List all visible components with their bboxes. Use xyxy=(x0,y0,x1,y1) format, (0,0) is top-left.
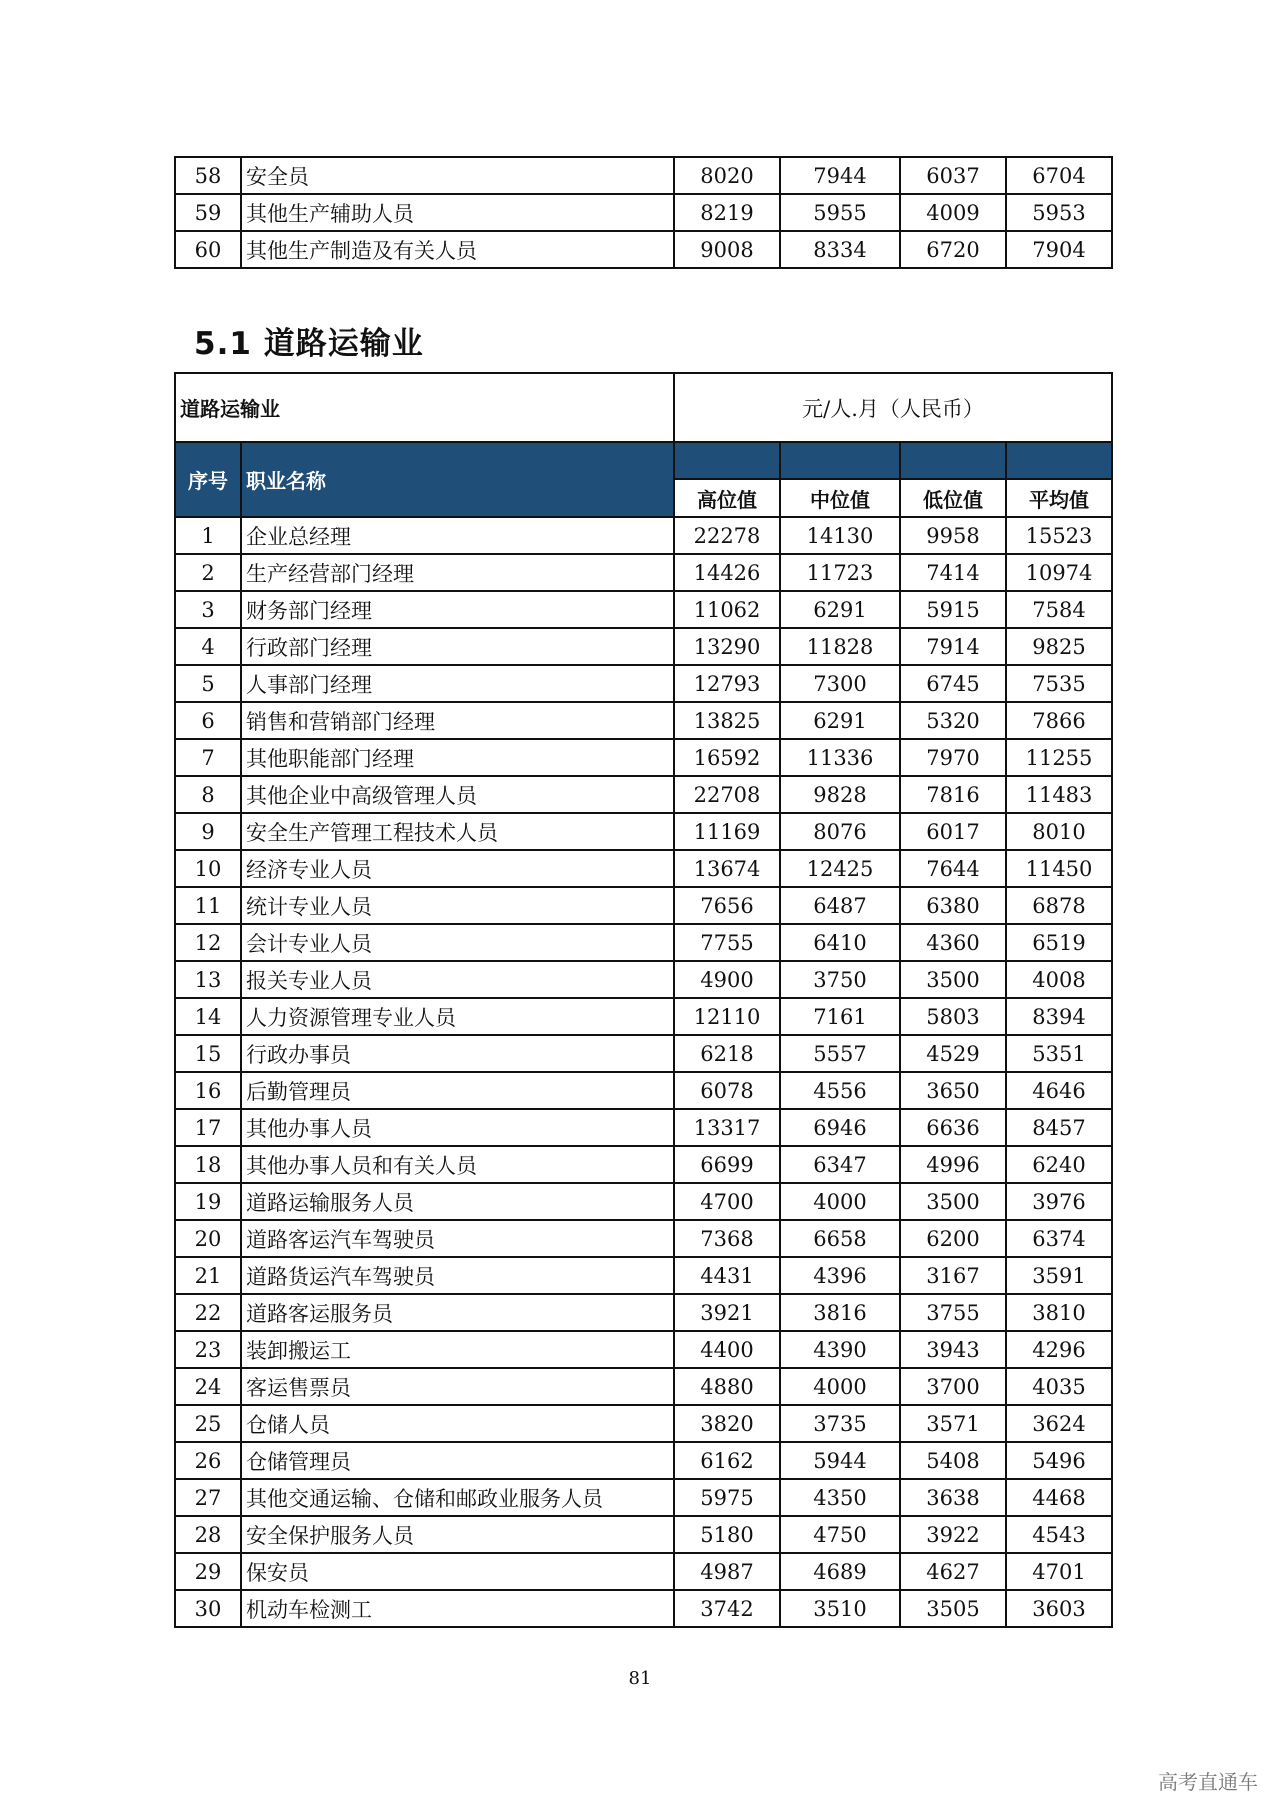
median-value: 3735 xyxy=(780,1405,900,1442)
occupation-name: 财务部门经理 xyxy=(241,591,674,628)
median-value: 5557 xyxy=(780,1035,900,1072)
column-header-median: 中位值 xyxy=(780,479,900,517)
occupation-name: 统计专业人员 xyxy=(241,887,674,924)
average-value: 8394 xyxy=(1006,998,1112,1035)
column-header-name: 职业名称 xyxy=(241,442,674,517)
low-value: 9958 xyxy=(900,517,1006,554)
row-number: 7 xyxy=(175,739,241,776)
unit-label: 元/人.月（人民币） xyxy=(674,373,1112,442)
low-value: 6636 xyxy=(900,1109,1006,1146)
row-number: 4 xyxy=(175,628,241,665)
average-value: 4701 xyxy=(1006,1553,1112,1590)
low-value: 7970 xyxy=(900,739,1006,776)
occupation-name: 道路货运汽车驾驶员 xyxy=(241,1257,674,1294)
occupation-name: 报关专业人员 xyxy=(241,961,674,998)
median-value: 4000 xyxy=(780,1368,900,1405)
table-row xyxy=(175,850,1112,887)
average-value: 3810 xyxy=(1006,1294,1112,1331)
low-value: 6037 xyxy=(900,157,1006,194)
occupation-name: 其他办事人员和有关人员 xyxy=(241,1146,674,1183)
median-value: 6291 xyxy=(780,591,900,628)
occupation-name: 其他生产制造及有关人员 xyxy=(241,231,674,268)
table-row xyxy=(175,1257,1112,1294)
row-number: 1 xyxy=(175,517,241,554)
median-value: 5955 xyxy=(780,194,900,231)
low-value: 6720 xyxy=(900,231,1006,268)
median-value: 5944 xyxy=(780,1442,900,1479)
high-value: 8219 xyxy=(674,194,780,231)
row-number: 15 xyxy=(175,1035,241,1072)
high-value: 12110 xyxy=(674,998,780,1035)
average-value: 10974 xyxy=(1006,554,1112,591)
row-number: 10 xyxy=(175,850,241,887)
column-header-no: 序号 xyxy=(175,442,241,517)
occupation-name: 其他交通运输、仓储和邮政业服务人员 xyxy=(241,1479,674,1516)
average-value: 4296 xyxy=(1006,1331,1112,1368)
column-header-high: 高位值 xyxy=(674,479,780,517)
occupation-name: 经济专业人员 xyxy=(241,850,674,887)
high-value: 22278 xyxy=(674,517,780,554)
table-row xyxy=(175,776,1112,813)
high-value: 13290 xyxy=(674,628,780,665)
column-header-low: 低位值 xyxy=(900,479,1006,517)
high-value: 9008 xyxy=(674,231,780,268)
high-value: 7656 xyxy=(674,887,780,924)
low-value: 5408 xyxy=(900,1442,1006,1479)
occupation-name: 人事部门经理 xyxy=(241,665,674,702)
average-value: 6878 xyxy=(1006,887,1112,924)
row-number: 16 xyxy=(175,1072,241,1109)
average-value: 6519 xyxy=(1006,924,1112,961)
median-value: 11723 xyxy=(780,554,900,591)
table-row xyxy=(175,1442,1112,1479)
high-value: 7755 xyxy=(674,924,780,961)
average-value: 11483 xyxy=(1006,776,1112,813)
high-value: 22708 xyxy=(674,776,780,813)
high-value: 5180 xyxy=(674,1516,780,1553)
occupation-name: 保安员 xyxy=(241,1553,674,1590)
occupation-name: 销售和营销部门经理 xyxy=(241,702,674,739)
row-number: 19 xyxy=(175,1183,241,1220)
table-row xyxy=(175,157,1112,194)
average-value: 9825 xyxy=(1006,628,1112,665)
low-value: 4996 xyxy=(900,1146,1006,1183)
high-value: 13317 xyxy=(674,1109,780,1146)
median-value: 11828 xyxy=(780,628,900,665)
low-value: 3571 xyxy=(900,1405,1006,1442)
table-row xyxy=(175,1183,1112,1220)
average-value: 4008 xyxy=(1006,961,1112,998)
median-value: 7300 xyxy=(780,665,900,702)
table-row xyxy=(175,1220,1112,1257)
low-value: 3505 xyxy=(900,1590,1006,1627)
occupation-name: 企业总经理 xyxy=(241,517,674,554)
table-row xyxy=(175,1405,1112,1442)
row-number: 29 xyxy=(175,1553,241,1590)
table-row xyxy=(175,1590,1112,1627)
row-number: 25 xyxy=(175,1405,241,1442)
high-value: 6162 xyxy=(674,1442,780,1479)
low-value: 5320 xyxy=(900,702,1006,739)
row-number: 23 xyxy=(175,1331,241,1368)
table-row xyxy=(175,924,1112,961)
median-value: 6410 xyxy=(780,924,900,961)
row-number: 2 xyxy=(175,554,241,591)
low-value: 3167 xyxy=(900,1257,1006,1294)
average-value: 7584 xyxy=(1006,591,1112,628)
low-value: 6380 xyxy=(900,887,1006,924)
low-value: 3500 xyxy=(900,1183,1006,1220)
average-value: 3624 xyxy=(1006,1405,1112,1442)
low-value: 3638 xyxy=(900,1479,1006,1516)
table-row xyxy=(175,887,1112,924)
average-value: 7904 xyxy=(1006,231,1112,268)
average-value: 15523 xyxy=(1006,517,1112,554)
high-value: 3921 xyxy=(674,1294,780,1331)
occupation-name: 其他生产辅助人员 xyxy=(241,194,674,231)
median-value: 6291 xyxy=(780,702,900,739)
high-value: 4700 xyxy=(674,1183,780,1220)
low-value: 4529 xyxy=(900,1035,1006,1072)
occupation-name: 安全员 xyxy=(241,157,674,194)
row-number: 3 xyxy=(175,591,241,628)
table-row xyxy=(175,1368,1112,1405)
average-value: 6374 xyxy=(1006,1220,1112,1257)
median-value: 6658 xyxy=(780,1220,900,1257)
industry-label: 道路运输业 xyxy=(175,373,674,442)
table-row xyxy=(175,231,1112,268)
high-value: 11062 xyxy=(674,591,780,628)
occupation-name: 仓储管理员 xyxy=(241,1442,674,1479)
occupation-name: 会计专业人员 xyxy=(241,924,674,961)
median-value: 4350 xyxy=(780,1479,900,1516)
median-value: 6946 xyxy=(780,1109,900,1146)
low-value: 3700 xyxy=(900,1368,1006,1405)
median-value: 6487 xyxy=(780,887,900,924)
row-number: 11 xyxy=(175,887,241,924)
table-row xyxy=(175,813,1112,850)
occupation-name: 道路客运服务员 xyxy=(241,1294,674,1331)
row-number: 59 xyxy=(175,194,241,231)
occupation-name: 其他企业中高级管理人员 xyxy=(241,776,674,813)
median-value: 8334 xyxy=(780,231,900,268)
row-number: 13 xyxy=(175,961,241,998)
high-value: 3742 xyxy=(674,1590,780,1627)
table-row xyxy=(175,194,1112,231)
row-number: 9 xyxy=(175,813,241,850)
median-value: 3510 xyxy=(780,1590,900,1627)
high-value: 4900 xyxy=(674,961,780,998)
high-value: 6699 xyxy=(674,1146,780,1183)
header-band-row xyxy=(175,442,1112,479)
high-value: 13674 xyxy=(674,850,780,887)
salary-table-body xyxy=(175,373,1112,1627)
occupation-name: 道路运输服务人员 xyxy=(241,1183,674,1220)
section-title: 5.1 道路运输业 xyxy=(194,326,424,362)
table-row xyxy=(175,1553,1112,1590)
median-value: 7944 xyxy=(780,157,900,194)
header-band-cell xyxy=(674,442,780,479)
average-value: 5953 xyxy=(1006,194,1112,231)
occupation-name: 人力资源管理专业人员 xyxy=(241,998,674,1035)
average-value: 4468 xyxy=(1006,1479,1112,1516)
table-row xyxy=(175,1516,1112,1553)
high-value: 4987 xyxy=(674,1553,780,1590)
median-value: 3750 xyxy=(780,961,900,998)
header-band-cell xyxy=(1006,442,1112,479)
high-value: 4431 xyxy=(674,1257,780,1294)
table-row xyxy=(175,739,1112,776)
row-number: 6 xyxy=(175,702,241,739)
median-value: 3816 xyxy=(780,1294,900,1331)
row-number: 27 xyxy=(175,1479,241,1516)
page-number: 81 xyxy=(628,1668,652,1689)
median-value: 7161 xyxy=(780,998,900,1035)
watermark: 高考直通车 xyxy=(1158,1770,1258,1794)
low-value: 6017 xyxy=(900,813,1006,850)
average-value: 4646 xyxy=(1006,1072,1112,1109)
row-number: 20 xyxy=(175,1220,241,1257)
average-value: 7866 xyxy=(1006,702,1112,739)
low-value: 3500 xyxy=(900,961,1006,998)
row-number: 17 xyxy=(175,1109,241,1146)
median-value: 4000 xyxy=(780,1183,900,1220)
occupation-name: 安全生产管理工程技术人员 xyxy=(241,813,674,850)
low-value: 3650 xyxy=(900,1072,1006,1109)
table-title-row xyxy=(175,373,1112,442)
row-number: 21 xyxy=(175,1257,241,1294)
high-value: 3820 xyxy=(674,1405,780,1442)
occupation-name: 机动车检测工 xyxy=(241,1590,674,1627)
median-value: 6347 xyxy=(780,1146,900,1183)
median-value: 9828 xyxy=(780,776,900,813)
row-number: 5 xyxy=(175,665,241,702)
table-row xyxy=(175,665,1112,702)
median-value: 4750 xyxy=(780,1516,900,1553)
row-number: 28 xyxy=(175,1516,241,1553)
column-header-average: 平均值 xyxy=(1006,479,1112,517)
table-row xyxy=(175,1479,1112,1516)
average-value: 11255 xyxy=(1006,739,1112,776)
average-value: 5496 xyxy=(1006,1442,1112,1479)
low-value: 6200 xyxy=(900,1220,1006,1257)
table-row xyxy=(175,1331,1112,1368)
table-row xyxy=(175,1072,1112,1109)
table-row xyxy=(175,961,1112,998)
previous-table-body xyxy=(175,157,1112,268)
average-value: 8457 xyxy=(1006,1109,1112,1146)
occupation-name: 仓储人员 xyxy=(241,1405,674,1442)
high-value: 4880 xyxy=(674,1368,780,1405)
occupation-name: 行政办事员 xyxy=(241,1035,674,1072)
high-value: 6078 xyxy=(674,1072,780,1109)
median-value: 14130 xyxy=(780,517,900,554)
occupation-name: 其他办事人员 xyxy=(241,1109,674,1146)
occupation-name: 装卸搬运工 xyxy=(241,1331,674,1368)
row-number: 26 xyxy=(175,1442,241,1479)
row-number: 58 xyxy=(175,157,241,194)
occupation-name: 生产经营部门经理 xyxy=(241,554,674,591)
table-row xyxy=(175,1109,1112,1146)
occupation-name: 客运售票员 xyxy=(241,1368,674,1405)
table-row xyxy=(175,554,1112,591)
row-number: 60 xyxy=(175,231,241,268)
occupation-name: 后勤管理员 xyxy=(241,1072,674,1109)
row-number: 18 xyxy=(175,1146,241,1183)
median-value: 4396 xyxy=(780,1257,900,1294)
row-number: 24 xyxy=(175,1368,241,1405)
low-value: 3922 xyxy=(900,1516,1006,1553)
high-value: 12793 xyxy=(674,665,780,702)
average-value: 6240 xyxy=(1006,1146,1112,1183)
low-value: 5803 xyxy=(900,998,1006,1035)
high-value: 8020 xyxy=(674,157,780,194)
row-number: 30 xyxy=(175,1590,241,1627)
table-row xyxy=(175,591,1112,628)
occupation-name: 其他职能部门经理 xyxy=(241,739,674,776)
previous-salary-table xyxy=(174,156,1113,269)
average-value: 3591 xyxy=(1006,1257,1112,1294)
row-number: 14 xyxy=(175,998,241,1035)
average-value: 4543 xyxy=(1006,1516,1112,1553)
road-transport-salary-table xyxy=(174,372,1113,1628)
average-value: 4035 xyxy=(1006,1368,1112,1405)
low-value: 7914 xyxy=(900,628,1006,665)
high-value: 7368 xyxy=(674,1220,780,1257)
average-value: 3976 xyxy=(1006,1183,1112,1220)
median-value: 8076 xyxy=(780,813,900,850)
low-value: 3943 xyxy=(900,1331,1006,1368)
table-row xyxy=(175,702,1112,739)
average-value: 5351 xyxy=(1006,1035,1112,1072)
low-value: 7644 xyxy=(900,850,1006,887)
row-number: 12 xyxy=(175,924,241,961)
table-row xyxy=(175,628,1112,665)
table-row xyxy=(175,998,1112,1035)
high-value: 14426 xyxy=(674,554,780,591)
median-value: 4556 xyxy=(780,1072,900,1109)
average-value: 6704 xyxy=(1006,157,1112,194)
low-value: 4627 xyxy=(900,1553,1006,1590)
median-value: 4689 xyxy=(780,1553,900,1590)
low-value: 7414 xyxy=(900,554,1006,591)
header-band-cell xyxy=(780,442,900,479)
average-value: 7535 xyxy=(1006,665,1112,702)
table-row xyxy=(175,1294,1112,1331)
high-value: 5975 xyxy=(674,1479,780,1516)
row-number: 22 xyxy=(175,1294,241,1331)
low-value: 7816 xyxy=(900,776,1006,813)
low-value: 5915 xyxy=(900,591,1006,628)
row-number: 8 xyxy=(175,776,241,813)
low-value: 4360 xyxy=(900,924,1006,961)
high-value: 6218 xyxy=(674,1035,780,1072)
median-value: 12425 xyxy=(780,850,900,887)
high-value: 13825 xyxy=(674,702,780,739)
high-value: 4400 xyxy=(674,1331,780,1368)
low-value: 4009 xyxy=(900,194,1006,231)
low-value: 3755 xyxy=(900,1294,1006,1331)
high-value: 11169 xyxy=(674,813,780,850)
median-value: 4390 xyxy=(780,1331,900,1368)
average-value: 8010 xyxy=(1006,813,1112,850)
high-value: 16592 xyxy=(674,739,780,776)
table-row xyxy=(175,517,1112,554)
occupation-name: 安全保护服务人员 xyxy=(241,1516,674,1553)
low-value: 6745 xyxy=(900,665,1006,702)
table-row xyxy=(175,1035,1112,1072)
median-value: 11336 xyxy=(780,739,900,776)
occupation-name: 行政部门经理 xyxy=(241,628,674,665)
average-value: 11450 xyxy=(1006,850,1112,887)
header-band-cell xyxy=(900,442,1006,479)
table-row xyxy=(175,1146,1112,1183)
average-value: 3603 xyxy=(1006,1590,1112,1627)
occupation-name: 道路客运汽车驾驶员 xyxy=(241,1220,674,1257)
